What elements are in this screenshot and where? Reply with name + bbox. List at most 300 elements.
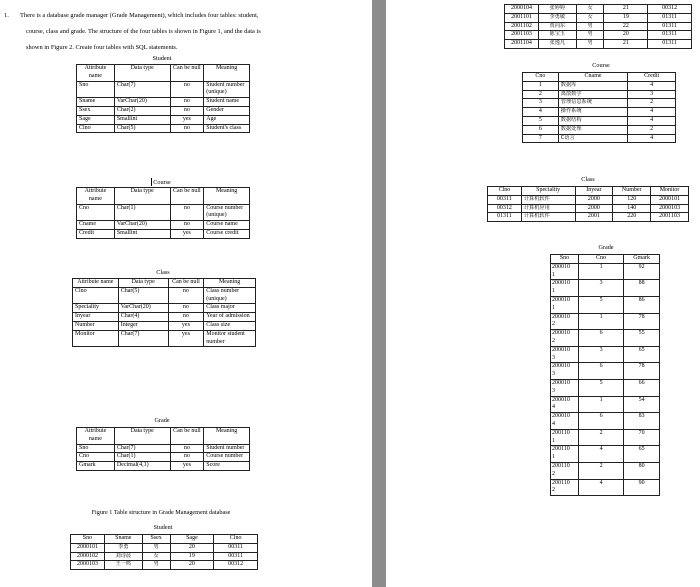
table-cell: 01311 — [648, 31, 692, 40]
table-cell: 4 — [628, 81, 676, 90]
table-cell: Ssex — [77, 106, 115, 115]
table-row — [77, 221, 250, 230]
table-cell: Integer — [118, 321, 168, 330]
table-cell: Student number — [204, 444, 250, 453]
sno-part: 200010 — [552, 296, 570, 303]
table-cell: 2001103 — [505, 31, 539, 40]
table-cell: 00311 — [214, 552, 258, 561]
table-cell: 22 — [604, 22, 648, 31]
table-row — [551, 363, 660, 380]
sno-part: 200010 — [552, 263, 570, 270]
table-cell: Smallint — [114, 115, 170, 124]
table-cell — [551, 479, 579, 496]
table-cell: C语言 — [558, 134, 628, 143]
sno-part: 4 — [552, 420, 555, 427]
table-cell — [551, 379, 579, 396]
table-row — [523, 108, 676, 117]
table-cell: no — [168, 287, 204, 304]
sno-part: 1 — [552, 304, 555, 311]
table-cell: 2 — [628, 125, 676, 134]
table-cell: 00311 — [488, 195, 522, 204]
column-header: Can be null — [168, 279, 204, 288]
table-cell: 6 — [523, 125, 559, 134]
table-cell: 92 — [624, 263, 660, 280]
table-row — [551, 296, 660, 313]
column-header: Sno — [71, 535, 105, 544]
text-cursor — [151, 178, 152, 186]
sno-part: 1 — [552, 437, 555, 444]
table-cell: Clno — [77, 124, 115, 133]
column-header: Cno — [523, 73, 559, 82]
table-cell: Gmark — [77, 462, 115, 471]
table-row — [77, 204, 250, 221]
table-cell: 2001101 — [505, 13, 539, 22]
table-cell — [551, 280, 579, 297]
table-cell: 90 — [624, 479, 660, 496]
table-cell: Char(7) — [118, 330, 168, 347]
table-cell: no — [170, 98, 204, 107]
table-cell: 1 — [578, 263, 623, 280]
table-cell: 20 — [170, 543, 214, 552]
sno-part: 2 — [552, 470, 555, 477]
table-row — [505, 40, 692, 49]
table-cell — [551, 263, 579, 280]
table-cell: 张婷婷 — [538, 5, 576, 14]
table-cell: 00311 — [214, 543, 258, 552]
table-cell: 5 — [578, 379, 623, 396]
course-structure-title: Course — [153, 179, 171, 186]
table-row — [77, 462, 250, 471]
table-cell: 女 — [576, 5, 604, 14]
table-cell: 数据库 — [558, 81, 628, 90]
sno-part: 200010 — [552, 346, 570, 353]
figure-1-caption: Figure 1 Table structure in Grade Management database — [91, 509, 231, 516]
table-row — [77, 444, 250, 453]
column-header: Can be null — [170, 65, 204, 82]
table-cell: 女 — [142, 552, 170, 561]
table-row — [71, 561, 258, 570]
sno-part: 200010 — [552, 413, 570, 420]
table-cell: Char(1) — [114, 453, 170, 462]
sno-part: 3 — [552, 387, 555, 394]
sno-part: 200010 — [552, 363, 570, 370]
table-cell: Cno — [77, 204, 115, 221]
column-header: Can be null — [170, 428, 204, 445]
table-cell: Cname — [77, 221, 115, 230]
table-cell: 男 — [576, 40, 604, 49]
table-cell — [551, 429, 579, 446]
table-row — [73, 330, 256, 347]
table-cell: Student number (unique) — [204, 81, 250, 98]
column-header: Attribute name — [77, 65, 115, 82]
table-cell: 计算机软件 — [521, 213, 575, 222]
table-cell — [551, 462, 579, 479]
table-cell: Gender — [204, 106, 250, 115]
table-row — [73, 321, 256, 330]
table-row — [551, 396, 660, 413]
table-cell: 88 — [624, 280, 660, 297]
table-row — [71, 552, 258, 561]
table-cell — [551, 313, 579, 330]
table-cell: 6 — [578, 363, 623, 380]
table-row — [505, 31, 692, 40]
table-cell: Class number (unique) — [204, 287, 256, 304]
sno-part: 200010 — [552, 396, 570, 403]
table-cell: no — [170, 444, 204, 453]
table-cell: 操作系统 — [558, 108, 628, 117]
table-cell: no — [170, 453, 204, 462]
table-cell: Class size — [204, 321, 256, 330]
table-cell — [551, 446, 579, 463]
table-cell: 1 — [523, 81, 559, 90]
table-cell: Credit — [77, 229, 115, 238]
student-data-title: Student — [153, 524, 173, 531]
table-cell: Cno — [77, 453, 115, 462]
table-row — [505, 13, 692, 22]
table-cell: Smallint — [114, 229, 170, 238]
table-cell: 2 — [523, 90, 559, 99]
table-cell: 贾向东 — [538, 22, 576, 31]
column-header: Number — [613, 187, 651, 196]
column-header: Meaning — [204, 279, 256, 288]
table-cell — [551, 296, 579, 313]
table-cell: no — [170, 81, 204, 98]
column-header: Monitor — [651, 187, 689, 196]
table-cell: 陈宝玉 — [538, 31, 576, 40]
table-cell — [551, 330, 579, 347]
column-header: Speciality — [521, 187, 575, 196]
column-header: Clno — [488, 187, 522, 196]
table-cell: no — [168, 313, 204, 322]
table-cell: Class major — [204, 304, 256, 313]
sno-part: 1 — [552, 271, 555, 278]
table-cell: 19 — [604, 13, 648, 22]
table-cell: no — [168, 304, 204, 313]
table-cell: 2000103 — [651, 204, 689, 213]
table-cell: 2000101 — [71, 543, 105, 552]
table-cell: 20 — [604, 31, 648, 40]
table-cell: no — [170, 106, 204, 115]
column-header: Clno — [214, 535, 258, 544]
table-header-row — [73, 279, 256, 288]
table-cell: no — [170, 204, 204, 221]
table-cell: Char(1) — [114, 204, 170, 221]
table-row — [523, 125, 676, 134]
table-cell: 21 — [604, 40, 648, 49]
table-cell: 2000 — [575, 204, 613, 213]
column-header: Inyear — [575, 187, 613, 196]
table-cell: 7 — [523, 134, 559, 143]
table-row — [551, 429, 660, 446]
table-row — [523, 134, 676, 143]
column-header: Credit — [628, 73, 676, 82]
table-row — [77, 124, 250, 133]
table-cell: 140 — [613, 204, 651, 213]
table-cell — [551, 413, 579, 430]
table-cell: 李勇 — [104, 543, 142, 552]
table-cell: Sno — [77, 444, 115, 453]
column-header: Data type — [118, 279, 168, 288]
course-structure-table — [76, 187, 250, 239]
table-row — [488, 195, 689, 204]
table-cell: Course name — [204, 221, 250, 230]
table-cell: 20 — [170, 561, 214, 570]
table-cell: 4 — [523, 108, 559, 117]
table-cell: Sage — [77, 115, 115, 124]
table-cell: Sname — [77, 98, 115, 107]
table-cell: 3 — [578, 346, 623, 363]
student-structure-title: Student — [152, 55, 172, 62]
table-row — [73, 304, 256, 313]
question-line-3: shown in Figure 2. Create four tables with SQL statements. — [26, 44, 178, 51]
table-cell: Course number (unique) — [204, 204, 250, 221]
table-cell: 男 — [576, 22, 604, 31]
table-cell: 4 — [578, 479, 623, 496]
table-cell: 66 — [624, 379, 660, 396]
column-header: Can be null — [170, 188, 204, 205]
table-row — [551, 280, 660, 297]
column-header: Meaning — [204, 65, 250, 82]
table-row — [551, 263, 660, 280]
table-cell: Year of admission — [204, 313, 256, 322]
course-data-table — [522, 72, 676, 143]
table-cell: VarChar(20) — [118, 304, 168, 313]
class-structure-table — [72, 278, 256, 347]
table-cell: 张逸凡 — [538, 40, 576, 49]
table-cell: 120 — [613, 195, 651, 204]
table-cell: 2001102 — [505, 22, 539, 31]
table-cell: 4 — [628, 108, 676, 117]
column-header: Data type — [114, 428, 170, 445]
table-header-row — [488, 187, 689, 196]
table-row — [77, 229, 250, 238]
sno-part: 4 — [552, 404, 555, 411]
table-cell: 计算机软件 — [521, 195, 575, 204]
column-header: Meaning — [204, 428, 250, 445]
grade-structure-table — [76, 427, 250, 471]
column-header: Cname — [558, 73, 628, 82]
course-data-title: Course — [592, 62, 610, 69]
grade-data-table — [550, 254, 660, 496]
table-cell: Char(4) — [118, 313, 168, 322]
table-cell: Score — [204, 462, 250, 471]
table-cell: 离散数学 — [558, 90, 628, 99]
table-cell: 55 — [624, 330, 660, 347]
table-row — [505, 5, 692, 14]
table-cell: 男 — [142, 543, 170, 552]
table-row — [551, 379, 660, 396]
table-row — [551, 330, 660, 347]
table-cell: yes — [170, 115, 204, 124]
sno-part: 2 — [552, 337, 555, 344]
sno-part: 200010 — [552, 280, 570, 287]
table-cell: yes — [168, 330, 204, 347]
table-row — [73, 313, 256, 322]
table-row — [551, 462, 660, 479]
table-row — [523, 81, 676, 90]
table-cell: 男 — [576, 31, 604, 40]
sno-part: 3 — [552, 371, 555, 378]
table-cell: yes — [170, 229, 204, 238]
table-cell: 计算机应用 — [521, 204, 575, 213]
table-cell: 2000101 — [651, 195, 689, 204]
sno-part: 200010 — [552, 379, 570, 386]
table-cell: Monitor student number — [204, 330, 256, 347]
table-cell: 6 — [578, 330, 623, 347]
table-row — [551, 479, 660, 496]
column-header: Cno — [578, 255, 623, 264]
table-row — [551, 413, 660, 430]
table-cell: 00312 — [214, 561, 258, 570]
table-cell — [551, 346, 579, 363]
table-cell: 01311 — [488, 213, 522, 222]
table-cell: 管理信息系统 — [558, 99, 628, 108]
table-cell: 78 — [624, 363, 660, 380]
table-cell: 65 — [624, 346, 660, 363]
table-cell: Monitor — [73, 330, 119, 347]
sno-part: 1 — [552, 288, 555, 295]
table-cell: Student's class — [204, 124, 250, 133]
table-cell: 86 — [624, 296, 660, 313]
column-header: Attribute name — [77, 188, 115, 205]
class-data-title: Class — [581, 176, 595, 183]
table-cell: 2001103 — [651, 213, 689, 222]
table-cell: VarChar(20) — [114, 98, 170, 107]
table-header-row — [71, 535, 258, 544]
table-cell: 2 — [628, 99, 676, 108]
table-header-row — [77, 188, 250, 205]
table-cell: Char(5) — [118, 287, 168, 304]
sno-part: 200010 — [552, 330, 570, 337]
table-cell: 6 — [578, 413, 623, 430]
table-row — [77, 106, 250, 115]
table-cell: 78 — [624, 313, 660, 330]
table-cell: 5 — [523, 116, 559, 125]
table-cell: 3 — [578, 280, 623, 297]
sno-part: 200010 — [552, 313, 570, 320]
table-cell: 65 — [624, 446, 660, 463]
table-cell: Inyear — [73, 313, 119, 322]
table-cell: Number — [73, 321, 119, 330]
table-row — [71, 543, 258, 552]
table-cell: 54 — [624, 396, 660, 413]
table-cell: 00312 — [648, 5, 692, 14]
table-cell: 2 — [578, 462, 623, 479]
class-structure-title: Class — [156, 269, 170, 276]
table-cell: Decimal(4,1) — [114, 462, 170, 471]
question-number: 1. — [4, 12, 9, 19]
class-data-table — [487, 186, 689, 222]
table-cell: 80 — [624, 462, 660, 479]
table-cell: Course credit — [204, 229, 250, 238]
table-cell: 3 — [628, 90, 676, 99]
table-cell: Char(2) — [114, 106, 170, 115]
table-cell: 3 — [523, 99, 559, 108]
table-cell: 2000 — [575, 195, 613, 204]
table-cell: 01311 — [648, 22, 692, 31]
table-cell: Sno — [77, 81, 115, 98]
table-cell: Course number — [204, 453, 250, 462]
table-cell: 男 — [142, 561, 170, 570]
table-cell: Char(5) — [114, 124, 170, 133]
table-cell: no — [170, 221, 204, 230]
table-cell: 19 — [170, 552, 214, 561]
table-row — [551, 446, 660, 463]
column-header: Attribute name — [77, 428, 115, 445]
sno-part: 1 — [552, 454, 555, 461]
table-row — [551, 346, 660, 363]
table-cell — [551, 363, 579, 380]
sno-part: 200110 — [552, 446, 570, 453]
table-cell: Clno — [73, 287, 119, 304]
table-cell: 数据处理 — [558, 125, 628, 134]
table-cell: 2000104 — [505, 5, 539, 14]
sno-part: 200110 — [552, 479, 570, 486]
student-structure-table — [76, 64, 250, 133]
sno-part: 200110 — [552, 462, 570, 469]
table-header-row — [523, 73, 676, 82]
table-cell: no — [170, 124, 204, 133]
table-cell — [551, 396, 579, 413]
table-cell: yes — [170, 462, 204, 471]
column-header: Gmark — [624, 255, 660, 264]
table-row — [488, 204, 689, 213]
table-cell: 2001 — [575, 213, 613, 222]
grade-data-title: Grade — [598, 244, 614, 251]
table-cell: 1 — [578, 313, 623, 330]
table-cell: 数据结构 — [558, 116, 628, 125]
table-row — [523, 99, 676, 108]
table-cell: 01311 — [648, 13, 692, 22]
table-cell: 2000103 — [71, 561, 105, 570]
question-line-2: course, class and grade. The structure of the four tables is shown in Figure 1, and the data is — [26, 28, 261, 35]
table-cell: VarChar(20) — [114, 221, 170, 230]
question-line-1: There is a database grade manager (Grade Management), which includes four tables: student, — [20, 12, 259, 19]
table-header-row — [77, 428, 250, 445]
table-cell: 2001104 — [505, 40, 539, 49]
sno-part: 200110 — [552, 429, 570, 436]
column-header: Data type — [114, 188, 170, 205]
table-cell: Student name — [204, 98, 250, 107]
table-row — [505, 22, 692, 31]
column-header: Attribute name — [73, 279, 119, 288]
table-cell: 220 — [613, 213, 651, 222]
column-header: Meaning — [204, 188, 250, 205]
table-cell: 1 — [578, 396, 623, 413]
table-cell: Char(7) — [114, 81, 170, 98]
table-cell: 4 — [628, 134, 676, 143]
table-cell: 21 — [604, 5, 648, 14]
table-header-row — [551, 255, 660, 264]
table-row — [77, 81, 250, 98]
table-cell: 5 — [578, 296, 623, 313]
column-header: Sage — [170, 535, 214, 544]
column-header: Sno — [551, 255, 579, 264]
student-data-table — [70, 534, 258, 570]
student-data-table-continued — [504, 4, 692, 49]
table-row — [523, 90, 676, 99]
column-header: Sname — [104, 535, 142, 544]
table-row — [77, 453, 250, 462]
table-cell: 01311 — [648, 40, 692, 49]
table-cell: yes — [168, 321, 204, 330]
table-cell: 00312 — [488, 204, 522, 213]
table-cell: 女 — [576, 13, 604, 22]
table-row — [488, 213, 689, 222]
table-cell: Age — [204, 115, 250, 124]
table-row — [77, 98, 250, 107]
question-paragraph — [4, 8, 334, 56]
